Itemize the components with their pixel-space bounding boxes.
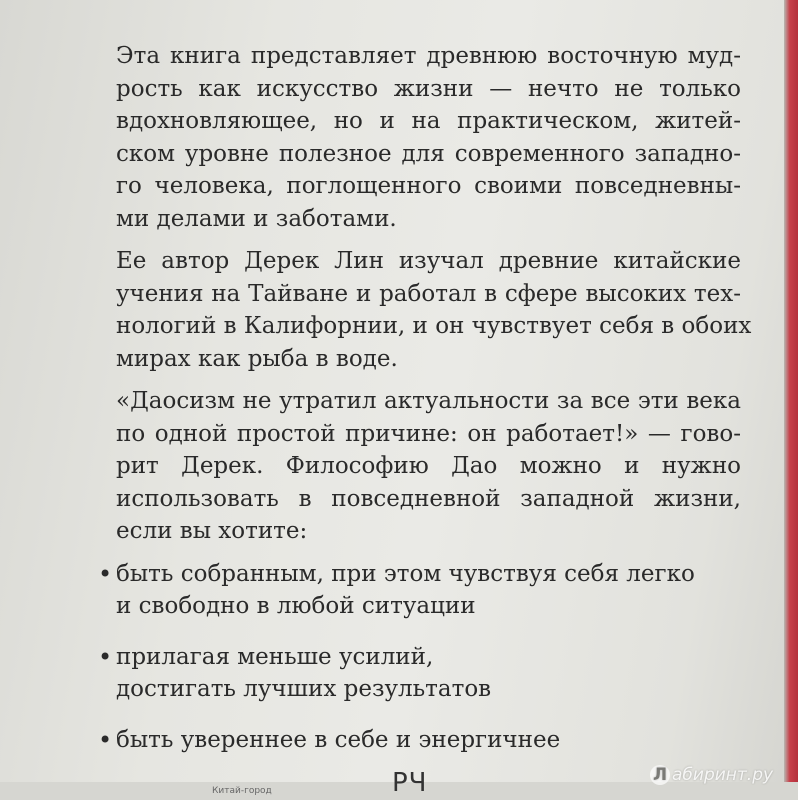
paragraph-2 <box>116 245 752 375</box>
text-line: по одной простой причине: он работает!» — гово- <box>116 420 741 447</box>
list-item <box>98 558 741 623</box>
text-line: ми делами и заботами. <box>116 205 397 232</box>
labirint-logo-icon: Л <box>650 765 670 785</box>
text-line: прилагая меньше усилий, <box>116 643 434 670</box>
watermark-text: абиринт.ру <box>672 765 774 785</box>
text-line: если вы хотите: <box>116 518 308 544</box>
store-label: Китай-город <box>212 786 272 796</box>
text-line: быть увереннее в себе и энергичнее <box>116 726 561 753</box>
paragraph-1 <box>116 40 741 235</box>
labirint-watermark <box>650 765 773 785</box>
text-line: быть собранным, при этом чувствуя себя легко <box>116 560 695 587</box>
handwritten-mark: РЧ <box>392 768 428 798</box>
bullet-icon: • <box>98 725 113 754</box>
paragraph-3 <box>116 385 741 548</box>
text-line: Эта книга представляет древнюю восточную муд- <box>116 43 741 69</box>
list-item <box>98 724 741 757</box>
bullet-list <box>98 558 741 757</box>
list-item <box>98 641 741 706</box>
annotation-text <box>98 40 752 774</box>
text-line: нологий в Калифорнии, и он чувствует себя в обоих <box>116 313 752 339</box>
text-line: и свободно в любой ситуации <box>116 593 476 619</box>
red-cover-edge <box>784 0 798 800</box>
text-line: Ее автор Дерек Лин изучал древние китайские <box>116 248 741 274</box>
text-line: го человека, поглощенного своими повседневны- <box>116 173 741 199</box>
text-line: учения на Тайване и работал в сфере высоких тех- <box>116 280 741 307</box>
text-line: рость как искусство жизни — нечто не только <box>116 75 741 102</box>
text-line: использовать в повседневной западной жизни, <box>116 485 741 512</box>
text-line: «Даосизм не утратил актуальности за все эти века <box>116 388 741 414</box>
text-line: вдохновляющее, но и на практическом, житей- <box>116 108 741 134</box>
text-line: мирах как рыба в воде. <box>116 345 398 372</box>
bullet-icon: • <box>98 559 113 588</box>
text-line: достигать лучших результатов <box>116 676 492 702</box>
text-line: ском уровне полезное для современного западно- <box>116 140 741 167</box>
bullet-icon: • <box>98 642 113 671</box>
text-line: рит Дерек. Философию Дао можно и нужно <box>116 453 741 479</box>
